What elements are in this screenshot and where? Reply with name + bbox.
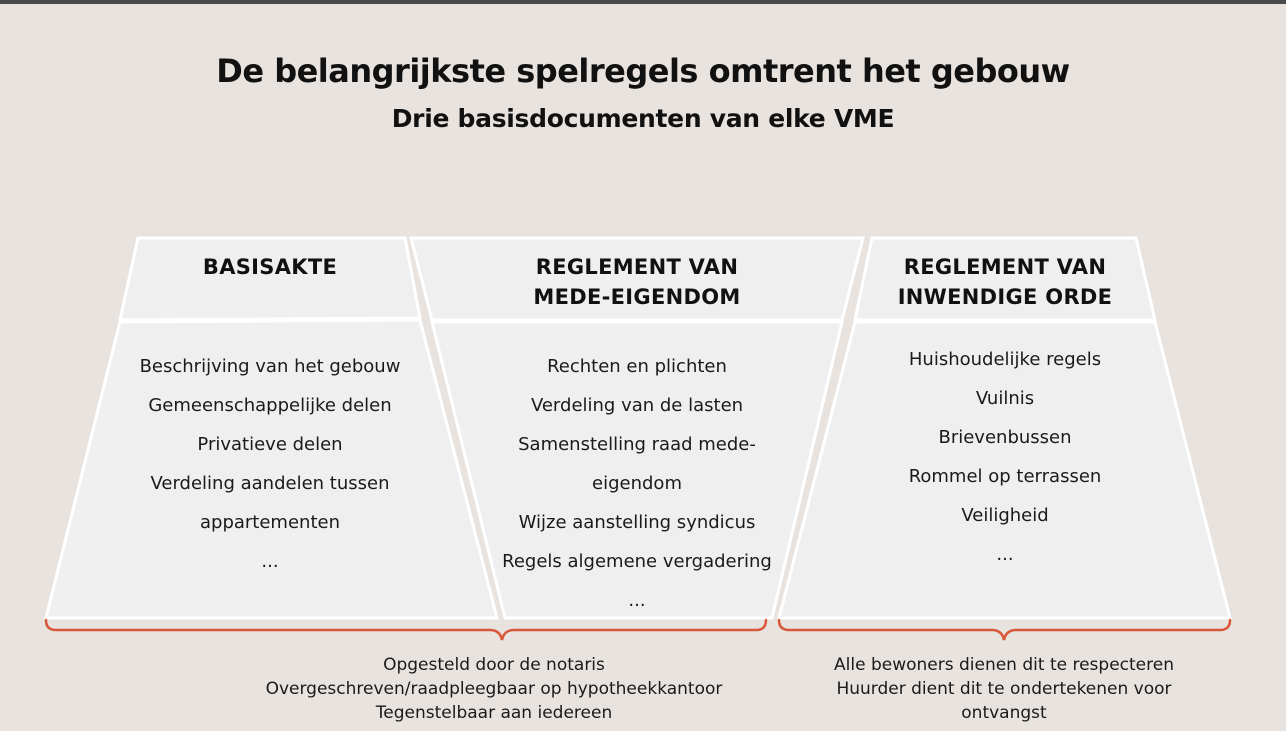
- right-brace: [779, 620, 1230, 640]
- mede-eigendom-items: [477, 347, 797, 620]
- page-title: De belangrijkste spelregels omtrent het gebouw: [216, 52, 1070, 90]
- page-subtitle: Drie basisdocumenten van elke VME: [391, 104, 895, 133]
- list-item: Privatieve delen: [197, 434, 343, 455]
- column-title-line: INWENDIGE ORDE: [897, 285, 1113, 309]
- column-title-mede-eigendom: [432, 252, 842, 312]
- list-item: Vuilnis: [975, 388, 1035, 409]
- list-item: appartementen: [199, 512, 340, 533]
- column-title-line: REGLEMENT VAN: [535, 255, 739, 279]
- list-item: Beschrijving van het gebouw: [139, 356, 401, 377]
- list-item: Verdeling aandelen tussen: [150, 473, 390, 494]
- left-note: [214, 653, 774, 725]
- column-title-line: BASISAKTE: [202, 255, 338, 279]
- note-line: Alle bewoners dienen dit te respecteren: [834, 655, 1174, 675]
- column-title-line: MEDE-EIGENDOM: [533, 285, 741, 309]
- note-line: Opgesteld door de notaris: [383, 655, 605, 675]
- list-item: Samenstelling raad mede-: [518, 434, 756, 455]
- right-note: [774, 653, 1234, 725]
- list-item: Verdeling van de lasten: [530, 395, 744, 416]
- note-line: ontvangst: [961, 703, 1047, 723]
- left-brace: [46, 620, 766, 640]
- basisakte-items: [110, 347, 430, 581]
- list-item: ...: [261, 551, 279, 572]
- inwendige-orde-items: [845, 340, 1165, 574]
- note-line: Overgeschreven/raadpleegbaar op hypotheekkantoor: [265, 679, 723, 699]
- list-item: Wijze aanstelling syndicus: [518, 512, 756, 533]
- column-title-inwendige-orde: [855, 252, 1155, 312]
- list-item: Huishoudelijke regels: [908, 349, 1102, 370]
- column-title-line: REGLEMENT VAN: [903, 255, 1107, 279]
- list-item: Rechten en plichten: [547, 356, 727, 377]
- list-item: Regels algemene vergadering: [502, 551, 772, 572]
- list-item: ...: [628, 590, 646, 611]
- list-item: eigendom: [592, 473, 682, 494]
- column-title-basisakte: [120, 252, 420, 282]
- note-line: Tegenstelbaar aan iedereen: [375, 703, 613, 723]
- list-item: Gemeenschappelijke delen: [148, 395, 392, 416]
- list-item: ...: [996, 544, 1014, 565]
- note-line: Huurder dient dit te ondertekenen voor: [836, 679, 1172, 699]
- list-item: Rommel op terrassen: [908, 466, 1102, 487]
- list-item: Brievenbussen: [938, 427, 1072, 448]
- list-item: Veiligheid: [961, 505, 1049, 526]
